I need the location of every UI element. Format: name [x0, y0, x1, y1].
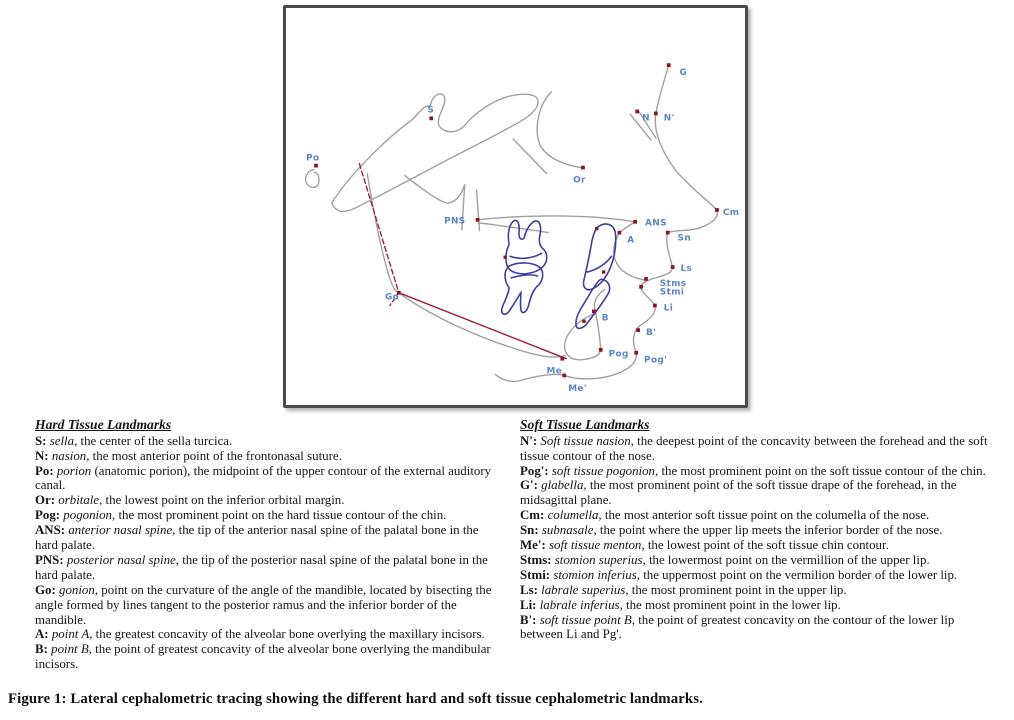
landmark-entry-name: anterior nasal spine	[68, 523, 173, 538]
landmark-entry-abbr: Stms:	[520, 552, 552, 567]
landmark-entry	[35, 434, 503, 449]
landmark-entry	[35, 642, 503, 672]
upper-incisor-ridge-tracing	[587, 256, 612, 272]
landmark-entry-abbr: Ls:	[520, 582, 538, 597]
anterior-maxilla	[614, 222, 644, 280]
landmark-label-Np: N'	[663, 113, 675, 124]
landmark-entry-abbr: Me':	[520, 538, 546, 553]
landmark-entry-rest: , the lowest point on the inferior orbital margin.	[99, 493, 345, 508]
landmark-entry	[35, 627, 503, 642]
landmark-entry-abbr: Or:	[35, 493, 56, 508]
landmark-entry-rest: , the most anterior soft tissue point on the columella of the nose.	[598, 508, 930, 523]
landmark-label-B: B	[601, 313, 609, 324]
landmark-entry	[35, 523, 503, 553]
landmark-entry-rest: , the greatest concavity of the alveolar bone overlying the maxillary incisors.	[89, 627, 485, 642]
landmark-entry-abbr: Po:	[35, 463, 54, 478]
landmark-label-Stms: Stms	[659, 278, 687, 289]
soft-tissue-heading: Soft Tissue Landmarks	[520, 417, 650, 432]
landmark-entry-abbr: Stmi:	[520, 567, 551, 582]
hard-tissue-entries	[35, 434, 503, 673]
landmark-entry-name: nasion	[51, 448, 87, 463]
landmark-entry-abbr: Cm:	[520, 508, 545, 523]
cephalogram-figure-box	[283, 5, 748, 408]
landmark-entry-rest: , the most prominent point in the lower lip.	[619, 597, 841, 612]
soft-tissue-entries	[520, 434, 998, 643]
landmark-dot-Po	[314, 164, 318, 168]
landmark-label-Me: Me	[546, 366, 563, 377]
landmark-entry	[520, 508, 998, 523]
reference-dot-3	[582, 320, 585, 323]
landmark-dot-Pogp	[634, 351, 638, 355]
landmark-dot-N	[635, 110, 639, 114]
zygomatic-line	[513, 139, 546, 173]
landmark-entry	[35, 464, 503, 494]
landmark-entry-name: porion	[56, 463, 92, 478]
landmark-dot-Sn	[666, 231, 670, 235]
landmark-entry	[35, 449, 503, 464]
landmark-entry-name: point B	[51, 642, 89, 657]
landmark-entry	[520, 434, 998, 464]
landmark-entry-name: stomion superius	[554, 552, 643, 567]
landmark-entry-abbr: A:	[35, 627, 49, 642]
landmark-label-Po: Po	[306, 153, 320, 164]
landmark-label-Li: Li	[663, 303, 674, 314]
landmark-entry-abbr: G':	[520, 478, 538, 493]
landmark-entry-abbr: ANS:	[35, 523, 66, 538]
landmark-dot-Or	[581, 166, 585, 170]
orbital-rim	[537, 92, 581, 168]
lower-palatal-line	[479, 223, 549, 233]
landmark-dot-Bp	[636, 328, 640, 332]
landmark-entry-rest: , the most prominent point on the soft tissue contour of the chin.	[655, 463, 986, 478]
landmark-entry	[520, 523, 998, 538]
landmark-entry-abbr: Go:	[35, 582, 56, 597]
landmark-entry-rest: , the point of greatest concavity on the contour of the lower lip between Li and Pg'.	[520, 612, 955, 642]
landmark-entry-name: sella	[49, 433, 75, 448]
landmark-entry	[520, 568, 998, 583]
landmark-entry-abbr: N':	[520, 433, 538, 448]
landmark-entry-abbr: S:	[35, 433, 47, 448]
figure-caption: Figure 1: Lateral cephalometric tracing showing the different hard and soft tissue cephalometric landmarks.	[8, 691, 703, 707]
landmark-label-Pogp: Pog'	[644, 355, 668, 366]
landmark-entry-name: gonion	[59, 582, 95, 597]
landmark-entry-name: subnasale	[541, 523, 594, 538]
cranial-base-outline	[332, 94, 538, 212]
landmark-entry	[520, 553, 998, 568]
landmark-entry-abbr: PNS:	[35, 552, 64, 567]
upper-molar-tracing	[506, 220, 547, 273]
ramus-tangent-line	[359, 164, 398, 293]
landmark-entry-name: posterior nasal spine	[66, 552, 176, 567]
landmark-entry-rest: , the point of greatest concavity of the alveolar bone overlying the mandibular incisors.	[35, 642, 491, 672]
landmark-entry-rest: (anatomic porion), the midpoint of the upper contour of the external auditory canal.	[35, 463, 492, 493]
landmark-label-N: N	[642, 113, 650, 124]
landmark-dot-G	[667, 63, 671, 67]
landmark-entry-name: orbitale	[58, 493, 100, 508]
landmark-entry-name: point A	[51, 627, 90, 642]
landmark-dot-Stms	[644, 277, 648, 281]
landmark-entry	[35, 508, 503, 523]
landmark-label-Sn: Sn	[677, 233, 692, 244]
landmark-dot-Mep	[562, 374, 566, 378]
landmark-label-ANS: ANS	[645, 218, 667, 229]
landmark-entry-rest: , the uppermost point on the vermilion border of the lower lip.	[636, 567, 958, 582]
landmark-entry	[35, 553, 503, 583]
landmark-entry-name: glabella	[541, 478, 584, 493]
landmark-entry	[520, 613, 998, 643]
landmark-entry	[520, 538, 998, 553]
landmark-entry-name: Soft tissue nasion	[540, 433, 631, 448]
landmark-dot-PNS	[476, 218, 480, 222]
landmark-entry-rest: , the lowermost point on the vermillion of the upper lip.	[642, 552, 930, 567]
landmark-entry-abbr: Li:	[520, 597, 537, 612]
landmark-entry	[520, 464, 998, 479]
landmark-entry	[520, 478, 998, 508]
landmark-label-Ls: Ls	[680, 264, 693, 275]
landmark-entry-abbr: Sn:	[520, 523, 539, 538]
landmark-label-G: G	[679, 67, 688, 78]
landmark-entry-rest: , the most anterior point of the frontonasal suture.	[86, 448, 342, 463]
landmark-entry-rest: , the tip of the anterior nasal spine of the palatal bone in the hard palate.	[35, 523, 479, 553]
cephalometric-tracing-diagram	[286, 8, 745, 405]
landmark-entry-rest: , the most prominent point of the soft tissue drape of the forehead, in the midsagittal plane.	[520, 478, 957, 508]
hard-tissue-heading: Hard Tissue Landmarks	[35, 417, 172, 432]
landmark-entry-name: labrale inferius	[539, 597, 620, 612]
landmark-entry-abbr: Pog':	[520, 463, 549, 478]
landmark-label-Mep: Me'	[568, 384, 587, 395]
landmark-label-PNS: PNS	[444, 216, 466, 227]
landmark-dot-A	[618, 231, 622, 235]
landmark-entry-abbr: Pog:	[35, 508, 61, 523]
landmark-entry-rest: , point on the curvature of the angle of the mandible, located by bisecting the angle formed by lines tangent to the posterior ramus and the inferior border of the mandible.	[35, 582, 492, 627]
landmark-label-Go: Go	[384, 292, 400, 303]
landmark-label-S: S	[427, 105, 435, 116]
chin-symphysis-loop	[565, 290, 605, 360]
landmark-entry-name: labrale superius	[541, 582, 626, 597]
landmark-entry-rest: , the tip of the posterior nasal spine of the palatal bone in the hard palate.	[35, 552, 488, 582]
landmark-entry-rest: , the center of the sella turcica.	[74, 433, 233, 448]
landmark-dot-B	[592, 310, 596, 314]
landmark-entry-name: soft tissue pogonion	[551, 463, 656, 478]
porion-ear-canal	[306, 170, 319, 188]
landmark-entry-abbr: N:	[35, 448, 49, 463]
reference-dot-1	[503, 256, 506, 259]
landmark-entry-rest: , the most prominent point on the hard tissue contour of the chin.	[112, 508, 447, 523]
landmark-label-A: A	[627, 235, 635, 246]
landmark-dot-Me	[560, 357, 564, 361]
mandibular-plane-line	[399, 293, 566, 359]
pns-vertical-line	[477, 190, 480, 230]
landmark-dot-Stmi	[639, 285, 643, 289]
landmark-dot-S	[429, 116, 433, 120]
landmark-dot-Pog	[599, 348, 603, 352]
landmark-dot-Cm	[715, 208, 719, 212]
landmark-entry	[520, 598, 998, 613]
landmark-entry	[35, 493, 503, 508]
landmark-entry-abbr: B:	[35, 642, 48, 657]
landmark-entry-name: soft tissue menton	[549, 538, 642, 553]
soft-tissue-column	[520, 417, 998, 642]
landmark-label-Bp: B'	[646, 328, 657, 339]
landmark-dot-ANS	[633, 220, 637, 224]
landmark-entry-name: pogonion	[63, 508, 112, 523]
landmark-dot-Ls	[671, 265, 675, 269]
upper-molar-occlusal-tracing	[510, 253, 542, 258]
landmark-entry-rest: , the lowest point of the soft tissue chin contour.	[641, 538, 889, 553]
palatal-plane	[478, 216, 636, 222]
landmark-label-Stmi: Stmi	[659, 287, 685, 298]
reference-dot-2	[602, 270, 605, 273]
landmark-label-Cm: Cm	[722, 207, 740, 218]
landmark-entry	[520, 583, 998, 598]
reference-dot-0	[595, 227, 598, 230]
landmark-entry-name: stomion inferius	[553, 567, 637, 582]
landmark-entry-abbr: B':	[520, 612, 537, 627]
landmark-entry	[35, 583, 503, 628]
lower-molar-occlusal-tracing	[511, 275, 538, 278]
landmark-entry-rest: , the point where the upper lip meets the inferior border of the nose.	[593, 523, 943, 538]
landmark-entry-name: soft tissue point B	[539, 612, 632, 627]
landmark-label-Or: Or	[573, 175, 586, 186]
landmark-entry-rest: , the most prominent point in the upper lip.	[625, 582, 847, 597]
landmark-label-Pog: Pog	[608, 349, 629, 360]
landmark-dot-Li	[653, 304, 657, 308]
landmark-dot-Np	[654, 112, 658, 116]
landmark-entry-name: columella	[547, 508, 599, 523]
landmark-entry-rest: , the deepest point of the concavity between the forehead and the soft tissue contour of the nose.	[520, 433, 988, 463]
hard-tissue-column	[35, 417, 503, 672]
